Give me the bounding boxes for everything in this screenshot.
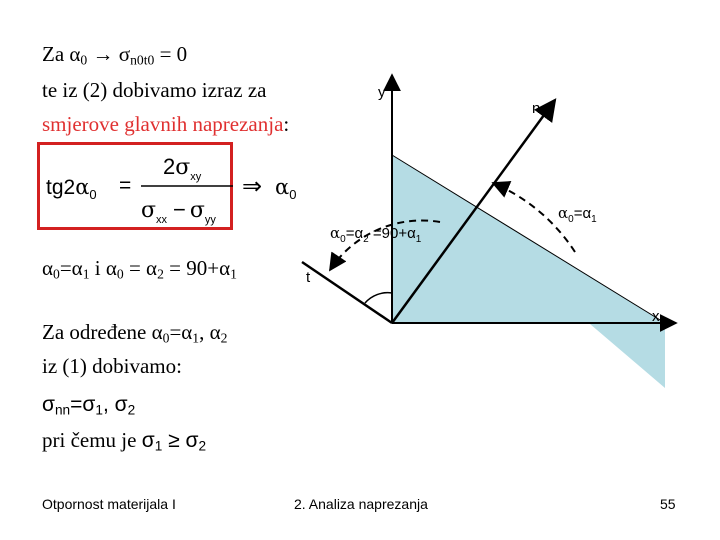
text-line-5: Za određene $\alpha_0=\alpha_1$, $\alpha_2$ [42,320,228,346]
implies-arrow: ⇒ [242,173,263,200]
x-label: x [652,308,660,325]
highlight-text: smjerove glavnih naprezanja [42,112,284,136]
condition-line: Za $\alpha_0 \to \sigma_{n0t0} = 0$ [42,42,188,68]
formula-denominator: $\sigma_{xx} - \sigma_{yy}$ [141,197,216,226]
page-number: 55 [660,496,676,512]
formula-equals: = [119,174,132,197]
footer-course: Otpornost materijala I [42,496,176,512]
formula-rhs: $\alpha_0$ [275,175,297,202]
angle-label-2: $\alpha_0=\alpha_2 =90+\alpha_1$ [330,224,422,245]
t-label: t [306,269,311,286]
stress-inequality: pri čemu je $\sigma_1 \ge \sigma_2$ [42,428,207,454]
formula-lhs: $tg2\alpha_0$ [46,175,97,202]
formula-numerator: $2\sigma_{xy}$ [163,154,202,183]
y-label: y [378,84,386,101]
right-angle-arc [365,293,392,303]
angle-label-1: $\alpha_0=\alpha_1$ [558,204,597,225]
footer-chapter: 2. Analiza naprezanja [294,496,428,512]
text-line-2: te iz (2) dobivamo izraz za [42,78,267,102]
text-line-3: smjerove glavnih naprezanja: [42,112,290,136]
text-line-6: iz (1) dobivamo: [42,354,182,378]
angle-relation: $\alpha_0=\alpha_1$ i $\alpha_0 = \alpha_2 = 90+\alpha_1$ [42,256,237,282]
wedge-face [392,155,665,323]
tangent-t [302,262,392,323]
principal-stresses: $\sigma_{nn}=\sigma_1$, $\sigma_2$ [42,393,136,418]
n-label: n [532,100,541,117]
